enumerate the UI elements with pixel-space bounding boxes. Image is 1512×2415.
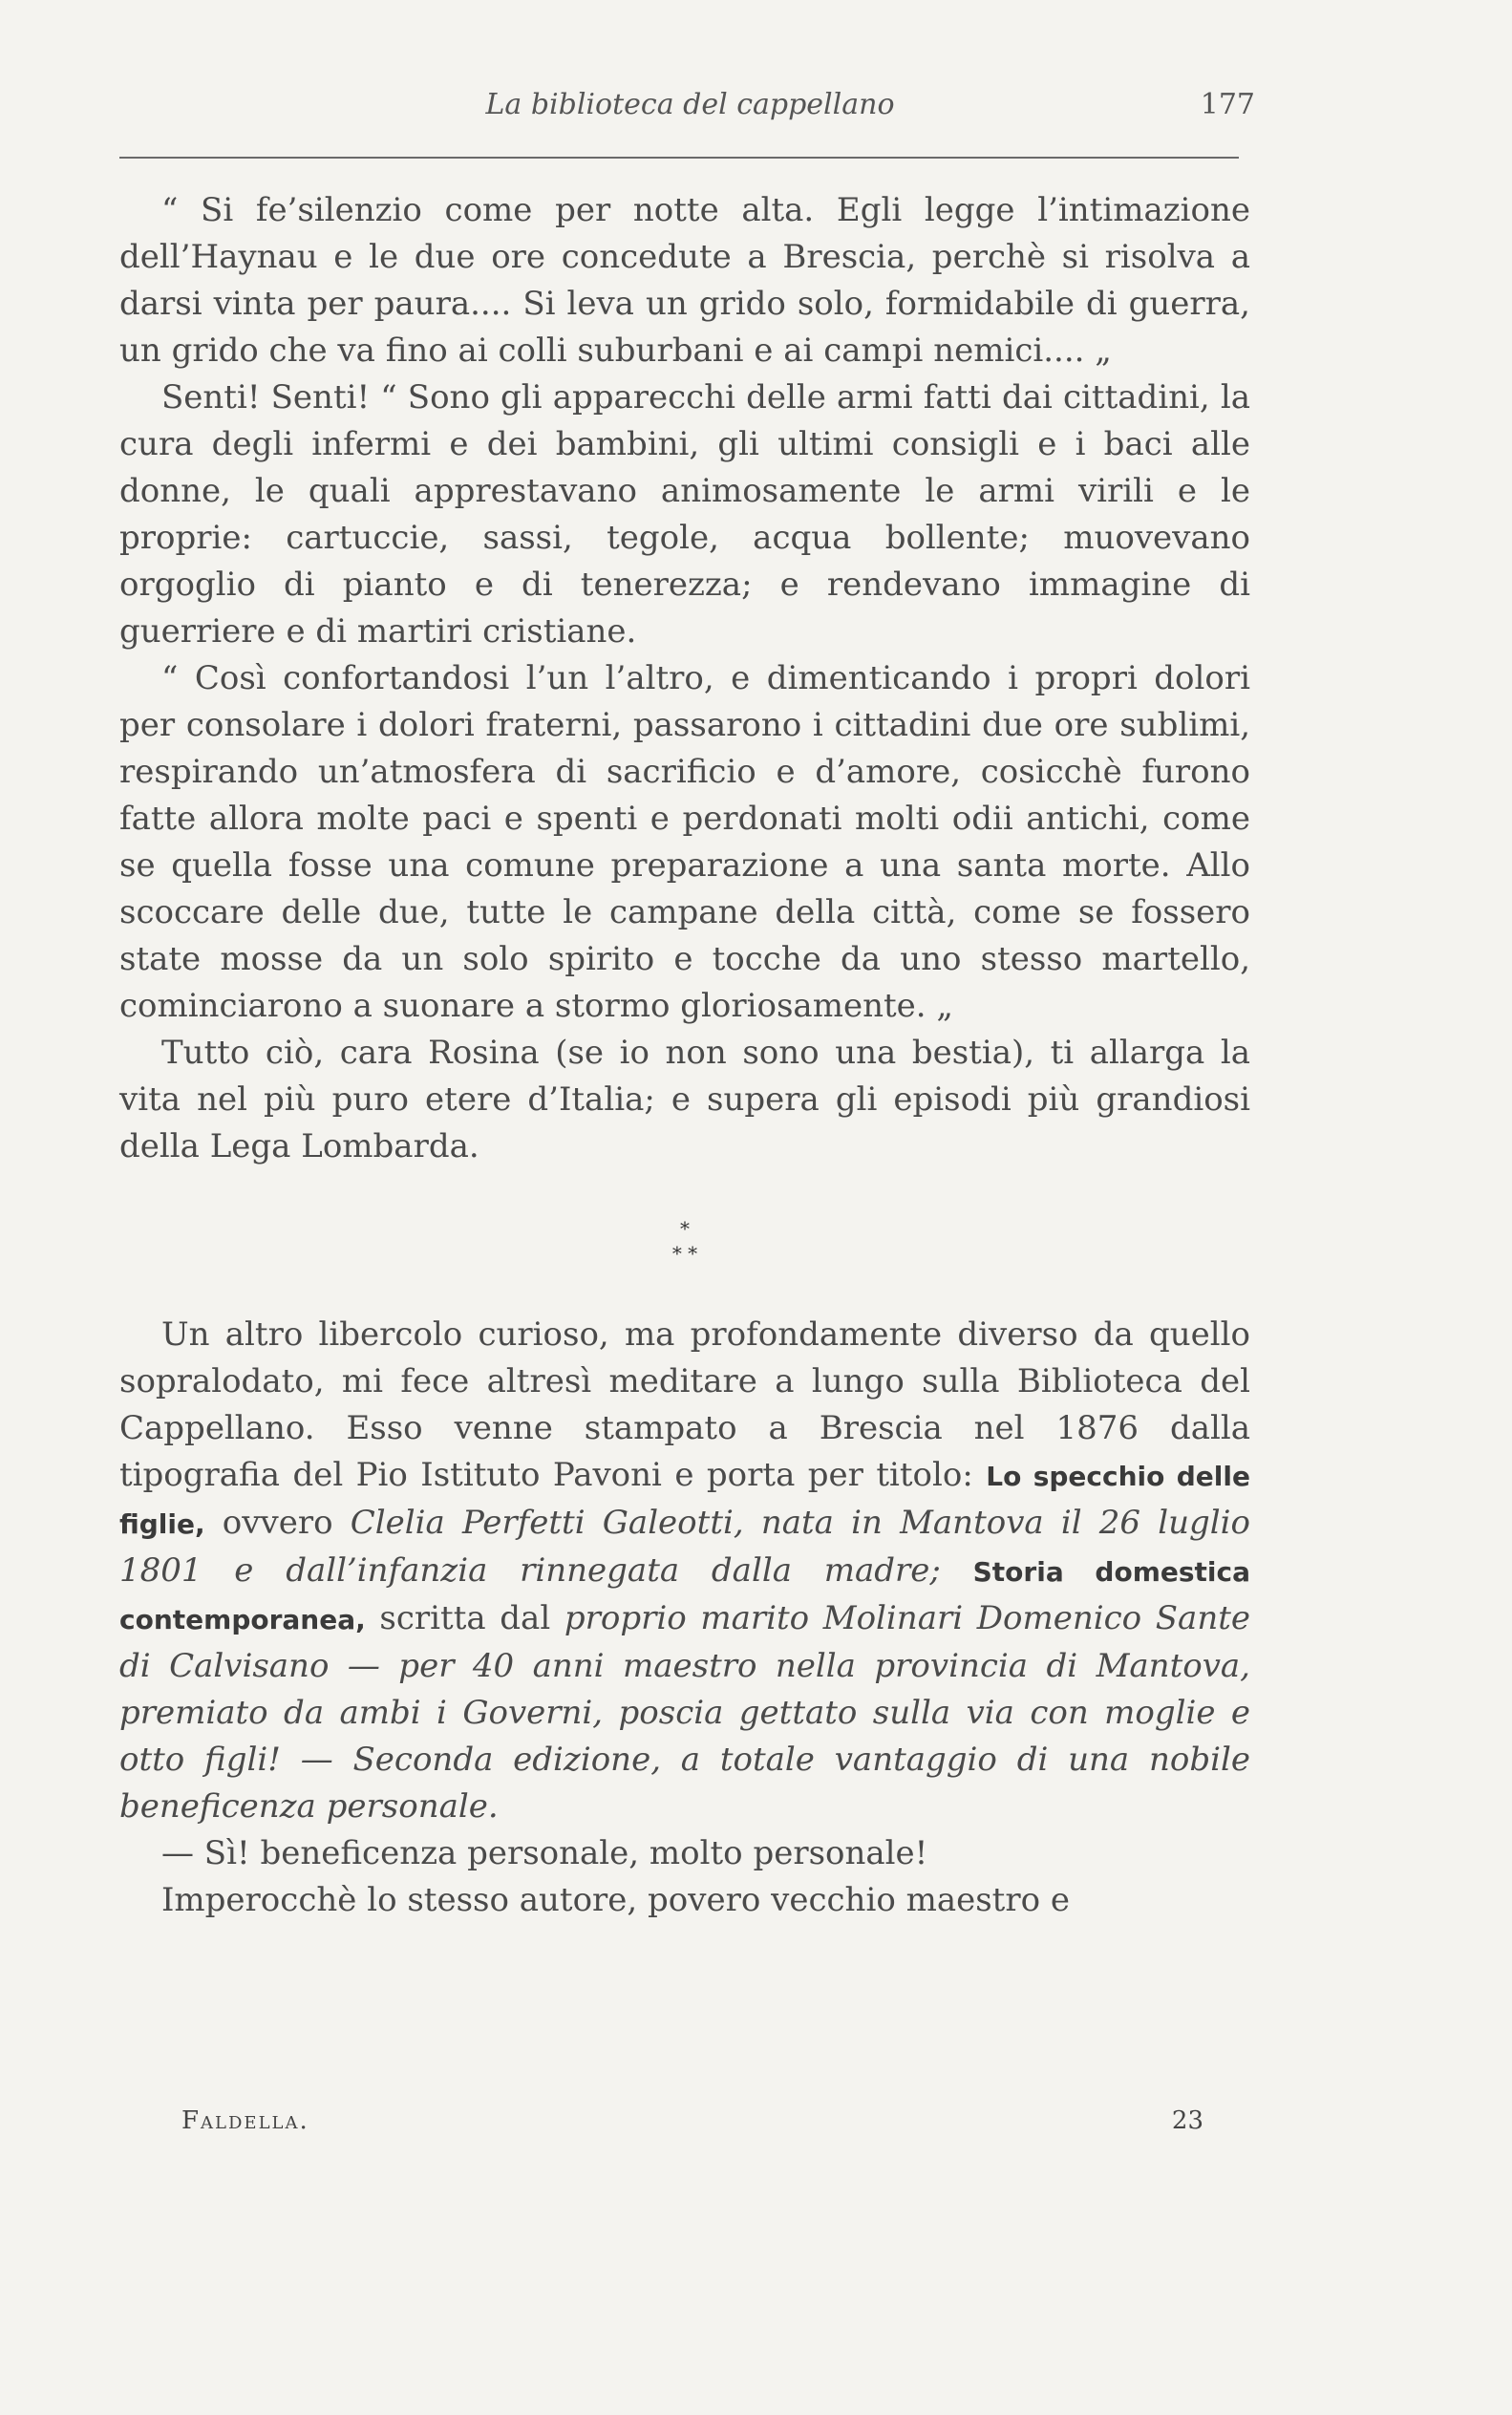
paragraph: “ Si fe’silenzio come per notte alta. Egli legge l’intimazione dell’Haynau e le due ore concedute a Brescia, perchè si risolva a darsi vinta per paura.... Si leva un grido solo, formidabile di guerra, un grido che va fino ai colli suburbani e ai campi nemici.... „ <box>119 191 1250 370</box>
asterism-top: * <box>680 1217 690 1240</box>
title-bold: Lo specchio delle figlie, <box>119 1461 1250 1540</box>
paragraph: Senti! Senti! “ Sono gli apparecchi delle armi fatti dai cittadini, la cura degli infermi e dei bambini, gli ultimi consigli e i baci alle donne, le quali apprestavano animosamente le armi virili e le proprie: cartuccie, sassi, tegole, acqua bollente; muovevano orgoglio di pianto e di tenerezza; e rendevano immagine di guerriere e di martiri cristiane. <box>119 378 1250 651</box>
author-italic: proprio marito Molinari Domenico Sante di Calvisano — per 40 anni maestro nella provincia di Mantova, premiato da ambi i Governi, poscia gettato sulla via con moglie e otto figli! — Seconda edizione, a totale vantaggio di una nobile beneficenza personale. <box>119 1599 1251 1826</box>
running-title: La biblioteca del cappellano <box>485 88 895 121</box>
paragraph: “ Così confortandosi l’un l’altro, e dimenticando i propri dolori per consolare i dolori fraterni, passarono i cittadini due ore sublimi, respirando un’atmosfera di sacrificio e d’amore, cosicchè furono fatte allora molte paci e spenti e perdonati molti odii antichi, come se quella fosse una comune preparazione a una santa morte. Allo scoccare delle due, tutte le campane della città, come se fossero state mosse da un solo spirito e tocche da uno stesso martello, cominciarono a suonare a stormo gloriosamente. „ <box>119 659 1250 1025</box>
body-text <box>119 187 1250 1924</box>
paragraph: Imperocchè lo stesso autore, povero vecchio maestro e <box>161 1881 1070 1919</box>
page-header <box>119 88 1261 130</box>
text-run: Un altro libercolo curioso, ma profondamente diverso da quello sopralodato, mi fece altresì meditare a lungo sulla Biblioteca del Cappellano. Esso venne stampato a Brescia nel 1876 dalla tipografia del Pio Istituto Pavoni e porta per titolo: <box>119 1315 1250 1494</box>
text-run: scritta dal <box>365 1599 564 1637</box>
paragraph: Tutto ciò, cara Rosina (se io non sono una bestia), ti allarga la vita nel più puro etere d’Italia; e supera gli episodi più grandiosi della Lega Lombarda. <box>119 1034 1250 1165</box>
subtitle-bold: Storia domestica contemporanea, <box>119 1556 1251 1635</box>
text-run <box>941 1551 973 1590</box>
author-signature: Faldella. <box>181 2106 309 2135</box>
paragraph: — Sì! beneficenza personale, molto personale! <box>161 1834 928 1872</box>
text-run: ovvero <box>204 1504 351 1542</box>
signature-mark: 23 <box>1171 2106 1203 2135</box>
asterism-bottom: * * <box>671 1242 698 1265</box>
header-rule <box>119 157 1239 159</box>
paragraph-book-title <box>119 1312 1250 1830</box>
title-italic: Clelia Perfetti Galeotti, nata in Mantova il 26 luglio 1801 e dall’infanzia rinnegata dalla madre; <box>119 1504 1250 1590</box>
page-number: 177 <box>1200 88 1255 121</box>
section-break-asterisks <box>119 1216 1250 1266</box>
